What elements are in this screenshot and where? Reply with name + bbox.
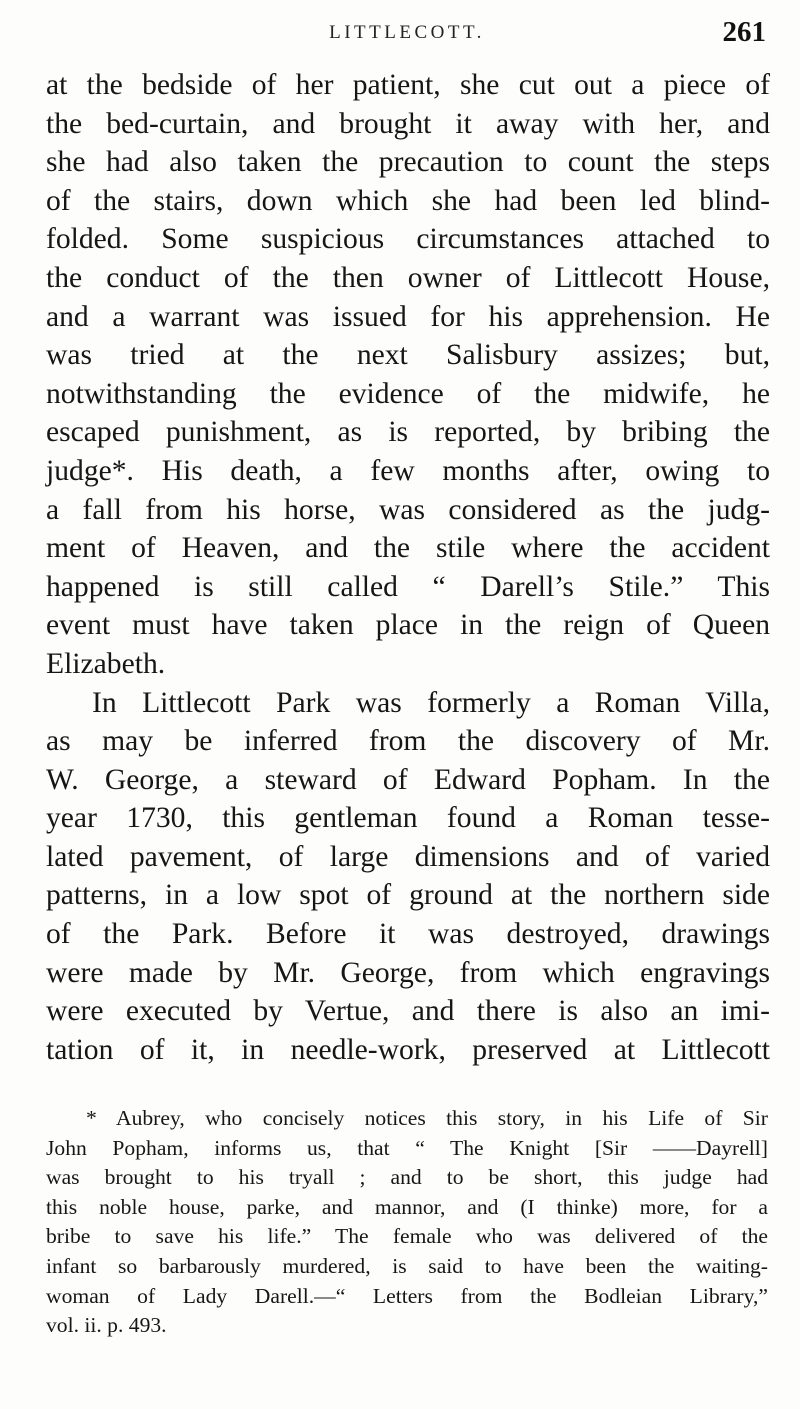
text-line: patterns, in a low spot of ground at the northern side: [46, 879, 770, 912]
text-line: of the Park. Before it was destroyed, drawings: [46, 918, 770, 951]
paragraph-1: [46, 66, 770, 684]
footnote-line: was brought to his tryall ; and to be short, this judge had: [46, 1165, 768, 1190]
text-line: the conduct of the then owner of Littlecott House,: [46, 261, 770, 294]
text-line: she had also taken the precaution to count the steps: [46, 146, 770, 179]
running-title: LITTLECOTT.: [329, 22, 485, 43]
text-line: folded. Some suspicious circumstances attached to: [46, 223, 770, 256]
text-line: W. George, a steward of Edward Popham. In the: [46, 763, 770, 796]
footnote-line: woman of Lady Darell.—“ Letters from the Bodleian Library,”: [46, 1283, 768, 1308]
text-line: judge*. His death, a few months after, owing to: [46, 454, 770, 487]
text-line: happened is still called “ Darell’s Stile.” This: [46, 570, 770, 603]
text-line: were made by Mr. George, from which engravings: [46, 956, 770, 989]
footnote-line: this noble house, parke, and mannor, and (I thinke) more, for a: [46, 1194, 768, 1219]
paragraph-2: [46, 684, 770, 1070]
text-line: of the stairs, down which she had been led blind-: [46, 184, 770, 217]
text-line: was tried at the next Salisbury assizes; but,: [46, 339, 770, 372]
body-text: [46, 66, 770, 1069]
page-number: 261: [722, 16, 766, 48]
text-line: lated pavement, of large dimensions and of varied: [46, 840, 770, 873]
text-line: escaped punishment, as is reported, by bribing the: [46, 416, 770, 449]
footnote-line: * Aubrey, who concisely notices this story, in his Life of Sir: [86, 1106, 768, 1130]
text-line: tation of it, in needle-work, preserved at Littlecott: [46, 1033, 770, 1066]
text-line: notwithstanding the evidence of the midwife, he: [46, 377, 770, 410]
text-line: a fall from his horse, was considered as the judg-: [46, 493, 770, 526]
text-line: as may be inferred from the discovery of Mr.: [46, 725, 770, 758]
text-line: event must have taken place in the reign of Queen: [46, 609, 770, 642]
text-line: and a warrant was issued for his apprehension. He: [46, 300, 770, 333]
footnote: [46, 1104, 768, 1341]
text-line: were executed by Vertue, and there is also an imi-: [46, 995, 770, 1028]
text-line: Elizabeth.: [46, 647, 166, 680]
page-header: [44, 14, 770, 58]
footnote-line: bribe to save his life.” The female who was delivered of the: [46, 1224, 768, 1249]
text-line: In Littlecott Park was formerly a Roman Villa,: [92, 686, 770, 719]
footnote-line: John Popham, informs us, that “ The Knight [Sir ——Dayrell]: [46, 1135, 768, 1160]
text-line: year 1730, this gentleman found a Roman tesse-: [46, 802, 770, 835]
footnote-line: vol. ii. p. 493.: [46, 1313, 167, 1338]
footnote-line: infant so barbarously murdered, is said to have been the waiting-: [46, 1253, 768, 1278]
text-line: the bed-curtain, and brought it away with her, and: [46, 107, 770, 140]
text-line: at the bedside of her patient, she cut out a piece of: [46, 69, 770, 101]
text-line: ment of Heaven, and the stile where the accident: [46, 532, 770, 565]
